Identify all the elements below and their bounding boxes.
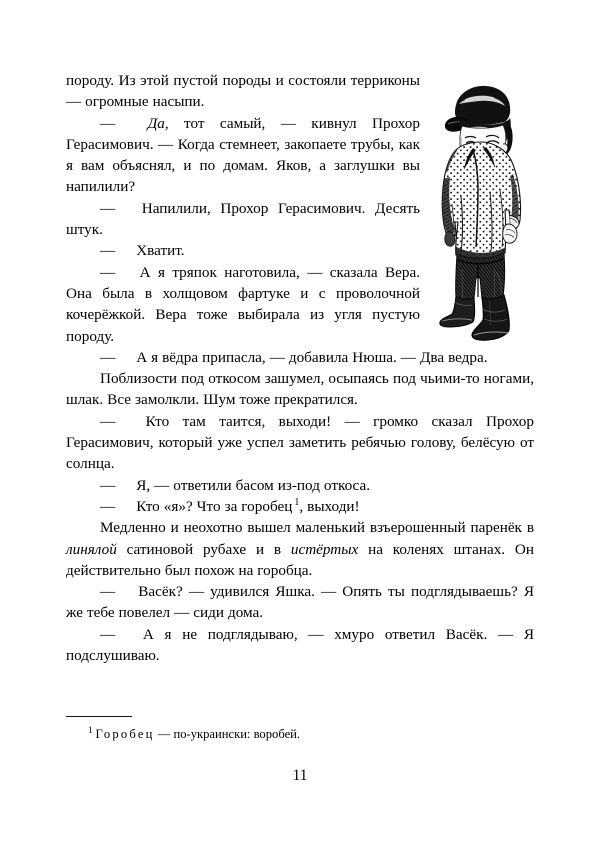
dialogue-paragraph xyxy=(66,624,534,667)
dialogue-paragraph xyxy=(66,347,534,368)
text-run: Я, — ответили басом из-под откоса. xyxy=(136,476,371,494)
boy-in-cap-illustration xyxy=(430,74,534,342)
dialogue-paragraph xyxy=(66,475,534,496)
footnote-term: Горобец xyxy=(95,727,155,741)
footnote-1 xyxy=(66,726,534,742)
dialogue-paragraph xyxy=(66,411,534,475)
dialogue-dash: — xyxy=(100,412,129,430)
narrative-paragraph xyxy=(66,368,534,411)
text-run: А я тряпок наготовила, — сказала Вера. Она была в холщовом фартуке и с проволочной кочерёжкой. Вера тоже выбирала из угля пустую породу. xyxy=(66,263,421,345)
dialogue-dash: — xyxy=(100,625,126,643)
text-run: Васёк? — удивился Яшка. — Опять ты подглядываешь? Я же тебе повелел — сиди дома. xyxy=(66,583,534,622)
dialogue-dash: — xyxy=(100,263,123,281)
emphasis-text: истёртых xyxy=(290,540,359,558)
text-run: Поблизости под откосом зашумел, осыпаясь под чьими-то ногами, шлак. Все замолкли. Шум тоже прекратился. xyxy=(66,370,534,409)
text-run: Напилили, Прохор Герасимович. Десять штук. xyxy=(66,199,421,239)
text-run: на коленях штанах. Он действительно был похож на горобца. xyxy=(66,540,534,579)
text-column xyxy=(66,70,534,666)
footnote-separator-rule xyxy=(66,716,132,717)
dialogue-dash: — xyxy=(100,497,120,515)
text-run: , тот самый, — кивнул Прохор Герасимович. — Когда стемнеет, закопаете трубы, как я вам объяснял, и по домам. Яков, а заглушки вы напилили? xyxy=(66,114,420,196)
dialogue-dash: — xyxy=(100,242,120,260)
page-number: 11 xyxy=(292,767,308,784)
dialogue-dash: — xyxy=(100,199,125,217)
footnote-reference[interactable]: 1 xyxy=(294,496,300,508)
dialogue-paragraph xyxy=(66,581,534,624)
footnote-body: — по-украински: воробей. xyxy=(154,727,301,741)
dialogue-dash: — xyxy=(100,348,120,366)
footnote-marker: 1 xyxy=(88,724,93,735)
text-run: породу. Из этой пустой породы и состояли терриконы — огромные насыпи. xyxy=(66,72,420,111)
emphasis-text: Да xyxy=(147,114,165,132)
text-run: Медленно и неохотно вышел маленький взъерошенный паренёк в xyxy=(100,519,534,537)
dialogue-dash: — xyxy=(100,114,131,132)
emphasis-text: линялой xyxy=(66,540,117,558)
dialogue-paragraph xyxy=(66,496,534,517)
text-run: Хватит. xyxy=(136,242,185,260)
text-run: А я вёдра припасла, — добавила Нюша. — Два ведра. xyxy=(136,348,488,366)
text-run: Кто «я»? Что за горобец xyxy=(136,497,293,515)
text-run: , выходи! xyxy=(299,497,360,515)
text-run: А я не подглядываю, — хмуро ответил Васёк. — Я подслушиваю. xyxy=(66,625,534,665)
narrative-paragraph xyxy=(66,517,534,581)
text-run: сатиновой рубахе и в xyxy=(116,540,291,558)
footnote-block xyxy=(66,716,534,742)
text-run: Кто там таится, выходи! — громко сказал Прохор Герасимович, который уже успел заметить ребячью голову, белёсую от солнца. xyxy=(66,412,534,473)
dialogue-dash: — xyxy=(100,476,120,494)
dialogue-dash: — xyxy=(100,583,122,601)
